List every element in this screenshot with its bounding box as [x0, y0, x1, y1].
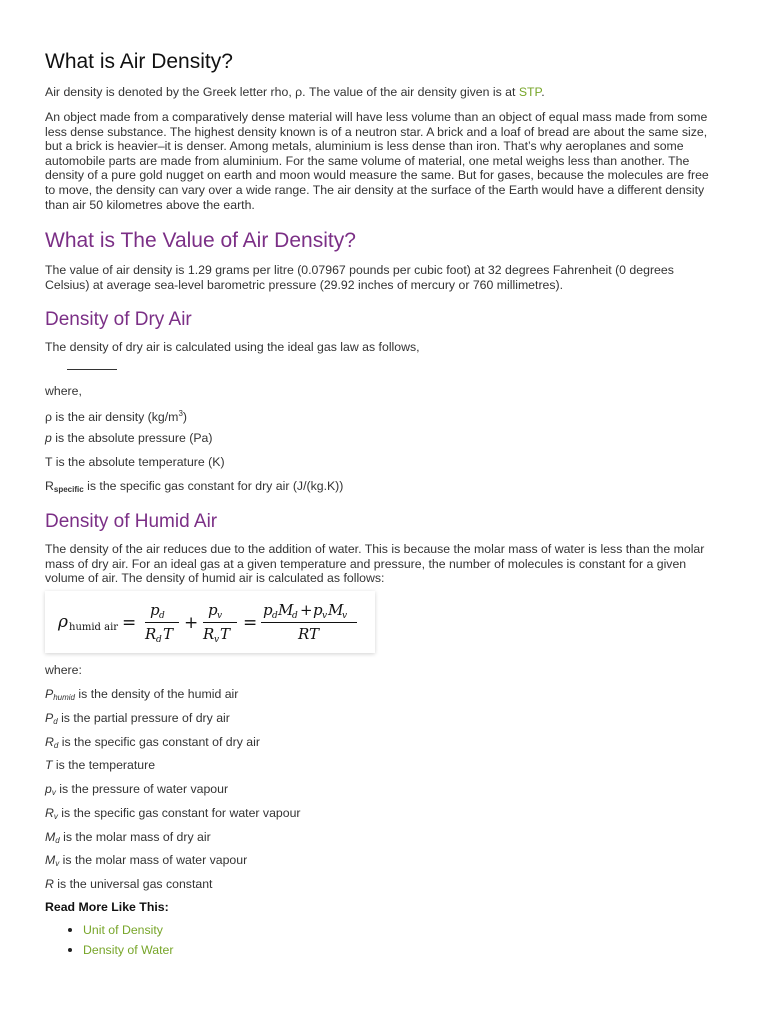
intro-text: Air density is denoted by the Greek letter rho, ρ. The value of the air density given is at [45, 85, 519, 99]
humid-air-heading: Density of Humid Air [45, 511, 218, 532]
svg-text:p: p [263, 601, 273, 619]
svg-text:v: v [342, 611, 348, 621]
svg-text:d: d [156, 635, 162, 645]
list-item [45, 922, 173, 942]
value-heading: What is The Value of Air Density? [45, 229, 356, 252]
svg-text:p: p [208, 601, 218, 619]
link-unit-of-density[interactable]: Unit of Density [83, 923, 163, 937]
dry-air-heading: Density of Dry Air [45, 309, 192, 330]
related-links [45, 922, 173, 962]
fraction-bar-2 [203, 622, 237, 623]
formula-plus: + [184, 613, 199, 633]
def-temperature: T is the absolute temperature (K) [45, 455, 225, 469]
list-item [45, 942, 173, 962]
page-title: What is Air Density? [45, 50, 233, 73]
read-more-heading: Read More Like This: [45, 900, 169, 914]
formula-rho: ρ [58, 612, 68, 632]
humid-def-4: pv is the pressure of water vapour [45, 782, 229, 797]
svg-text:v: v [217, 611, 223, 621]
svg-text:M: M [328, 601, 344, 619]
svg-text:T: T [220, 625, 231, 643]
svg-text:RT: RT [298, 625, 320, 643]
stp-link[interactable]: STP [518, 85, 542, 99]
dry-air-where: where, [45, 384, 82, 398]
humid-def-8: R is the universal gas constant [45, 877, 213, 891]
bullet-icon [68, 948, 72, 952]
humid-def-7: Mv is the molar mass of water vapour [45, 853, 248, 868]
formula-eq1: = [122, 613, 137, 633]
fraction-bar-1 [145, 622, 179, 623]
humid-def-2: Rd is the specific gas constant of dry air [45, 735, 260, 750]
svg-text:R: R [145, 625, 157, 643]
humid-def-1: Pd is the partial pressure of dry air [45, 711, 230, 726]
bullet-icon [68, 928, 72, 932]
humid-def-6: Md is the molar mass of dry air [45, 830, 211, 845]
humid-air-formula [45, 591, 375, 653]
svg-text:R: R [203, 625, 215, 643]
svg-text:d: d [292, 611, 298, 621]
value-paragraph: The value of air density is 1.29 grams per litre (0.07967 pounds per cubic foot) at 32 degrees Fahrenheit (0 degrees Celsius) at average sea-level barometric pressure (29.92 inches of mercury or 760 millimetres). [45, 263, 674, 292]
svg-text:d: d [159, 611, 165, 621]
humid-air-paragraph: The density of the air reduces due to the addition of water. This is because the molar mass of water is less than the molar mass of dry air. For an ideal gas at a given temperature and pressure, the number of molecules is constant for a given volume of air. The density of humid air is calculated as follows: [45, 542, 705, 586]
humid-air-where: where: [45, 663, 82, 677]
humid-def-0: Phumid is the density of the humid air [45, 687, 239, 702]
formula-eq2: = [243, 613, 258, 633]
formula-rho-sub: humid air [69, 622, 119, 633]
humid-def-5: Rv is the specific gas constant for water vapour [45, 806, 301, 821]
humid-def-3: T is the temperature [45, 758, 156, 772]
svg-text:p: p [313, 601, 323, 619]
dry-air-paragraph: The density of dry air is calculated using the ideal gas law as follows, [45, 340, 420, 354]
svg-text:v: v [322, 611, 328, 621]
density-paragraph: An object made from a comparatively dense material will have less volume than an object of equal mass made from some less dense substance. The highest density known is of a neutron star. A brick and a loaf of bread are about the same size, but a brick is heavier–it is denser. Among metals, aluminium is less dense than iron. That’s why aeroplanes and some automobile parts are made from aluminium. For the same volume of material, one metal weighs less than another. The density of a pure gold nugget on earth and moon would measure the same. But for gases, because the molecules are free to move, the density can vary over a wide range. The air density at the surface of the Earth would have a different density than air 50 kilometres above the earth. [45, 110, 709, 212]
svg-text:v: v [214, 635, 220, 645]
svg-text:p: p [150, 601, 160, 619]
intro-end: . [541, 85, 545, 99]
svg-text:d: d [272, 611, 278, 621]
svg-text:M: M [278, 601, 294, 619]
intro-paragraph [45, 85, 545, 100]
link-density-of-water[interactable]: Density of Water [83, 943, 174, 957]
def-gas-constant: $R_{specific}$ is the specific gas constant for dry air (J/(kg.K)) [45, 479, 344, 494]
svg-text:+: + [300, 601, 313, 619]
def-rho: ρ is the air density $(kg/m^3)$ [45, 409, 187, 424]
def-pressure: p is the absolute pressure (Pa) [45, 431, 213, 445]
svg-text:T: T [163, 625, 174, 643]
fraction-bar-3 [261, 622, 357, 623]
dry-air-formula-placeholder [67, 369, 117, 370]
